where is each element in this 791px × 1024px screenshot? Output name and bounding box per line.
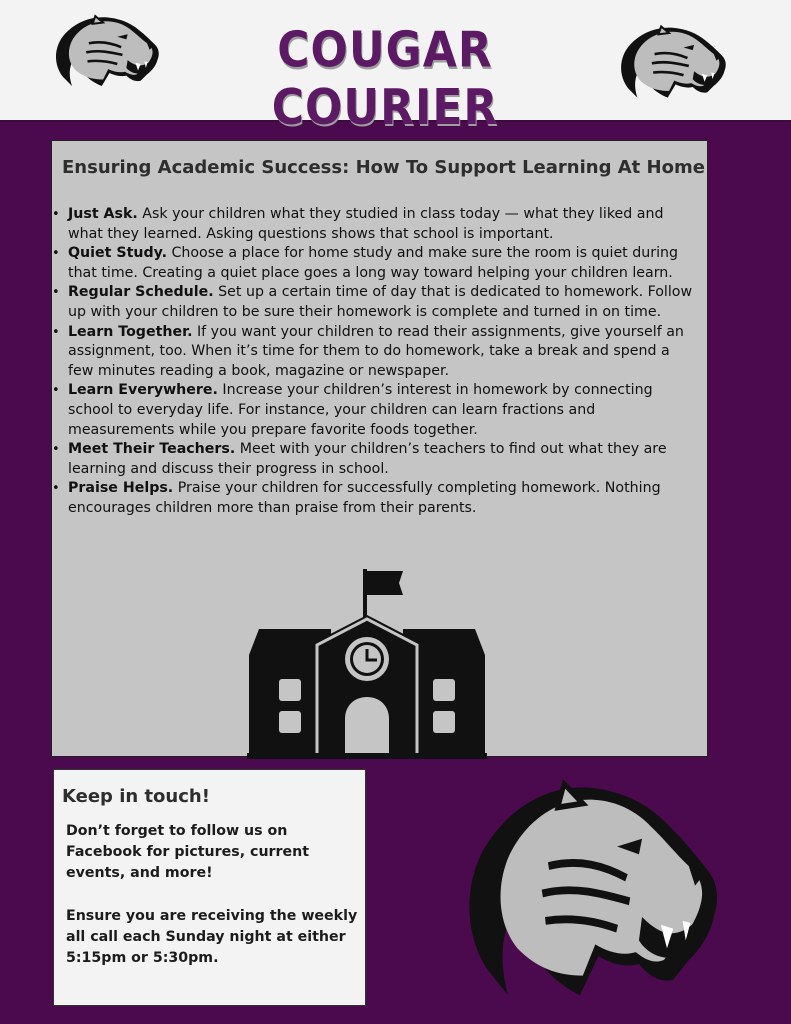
tip-term: Regular Schedule. <box>68 284 214 301</box>
tips-list <box>68 205 698 519</box>
facebook-note: Don’t forget to follow us on Facebook for pictures, current events, and more! <box>66 823 310 881</box>
article-heading: Ensuring Academic Success: How To Support Learning At Home <box>62 157 705 178</box>
keep-in-touch-panel <box>53 769 366 1006</box>
header-banner <box>0 0 791 137</box>
list-item <box>68 440 698 479</box>
list-item <box>68 205 698 244</box>
list-item <box>68 244 698 283</box>
list-item <box>68 283 698 322</box>
tip-text: Praise your children for successfully completing homework. Nothing encourages children more than praise from their parents. <box>68 480 661 516</box>
tip-term: Quiet Study. <box>68 245 167 262</box>
article-panel <box>51 140 708 757</box>
cougar-head-icon <box>50 4 160 100</box>
list-item <box>68 381 698 440</box>
tip-text: If you want your children to read their assignments, give yourself an assignment, too. When it’s time for them to do homework, take a break and spend a few minutes reading a book, magazine or newspaper. <box>68 323 684 379</box>
tip-term: Praise Helps. <box>68 480 174 497</box>
cougar-head-icon <box>615 14 727 112</box>
tip-text: Increase your children’s interest in homework by connecting school to everyday life. For instance, your children can learn fractions and measurements while you prepare favorite foods together. <box>68 382 653 438</box>
tip-text: Set up a certain time of day that is dedicated to homework. Follow up with your children to be sure their homework is complete and turned in on time. <box>68 284 693 320</box>
tip-text: Choose a place for home study and make sure the room is quiet during that time. Creating a quiet place goes a long way toward helping your children learn. <box>68 245 679 281</box>
list-item <box>68 323 698 382</box>
all-call-note: Ensure you are receiving the weekly all call each Sunday night at either 5:15pm or 5:30pm. <box>66 908 358 966</box>
tip-text: Ask your children what they studied in class today — what they liked and what they learned. Asking questions shows that school is important. <box>68 206 664 242</box>
cougar-mascot-icon <box>455 780 720 1005</box>
list-item <box>68 479 698 518</box>
contact-heading: Keep in touch! <box>62 786 210 807</box>
tip-term: Learn Together. <box>68 323 193 340</box>
tip-text: Meet with your children’s teachers to find out what they are learning and discuss their progress in school. <box>68 441 667 477</box>
tip-term: Learn Everywhere. <box>68 382 218 399</box>
school-building-icon <box>247 569 487 759</box>
newsletter-title: COUGAR COURIER <box>271 21 499 137</box>
tip-term: Just Ask. <box>68 206 138 222</box>
tip-term: Meet Their Teachers. <box>68 441 236 458</box>
